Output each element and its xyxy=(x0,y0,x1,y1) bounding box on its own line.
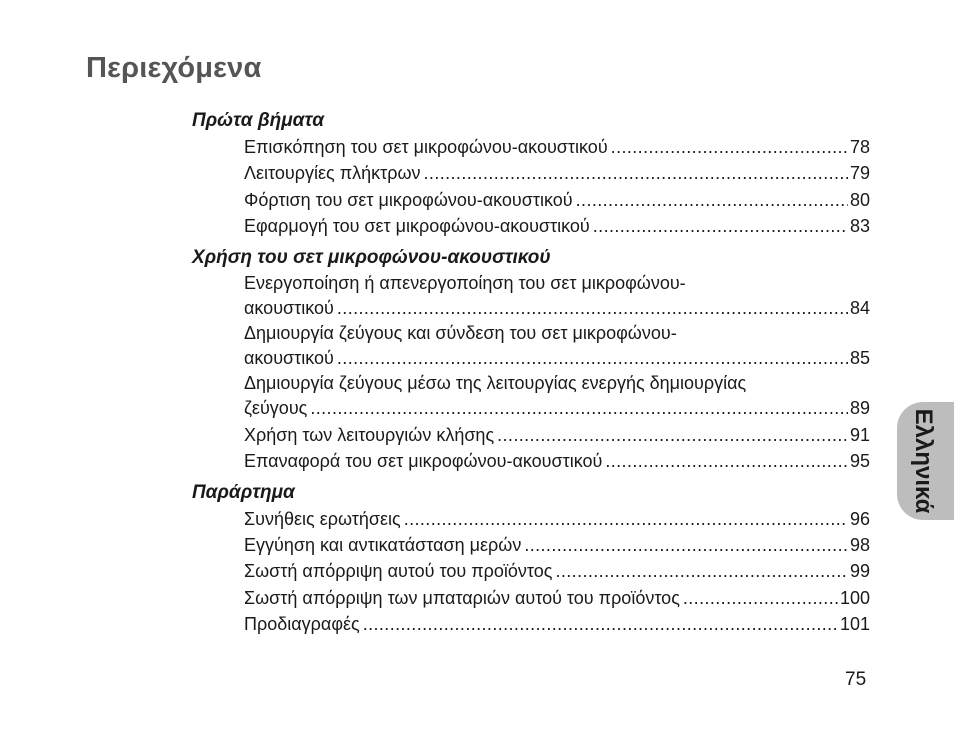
toc-entry-title: ακουστικού xyxy=(244,347,334,368)
toc-entry-page: 79 xyxy=(849,163,870,184)
toc-entry-title: Σωστή απόρριψη αυτού του προϊόντος xyxy=(244,561,553,582)
toc-entry-line xyxy=(244,448,870,474)
toc-entry-page: 99 xyxy=(849,561,870,582)
toc-entry-line xyxy=(244,611,870,637)
toc-entry[interactable] xyxy=(244,558,870,584)
toc-entry[interactable] xyxy=(244,532,870,558)
toc-entry[interactable] xyxy=(244,611,870,637)
toc-entry-page: 84 xyxy=(849,297,870,318)
language-tab-label: Ελληνικά xyxy=(910,408,937,514)
toc-entry[interactable] xyxy=(244,271,870,321)
toc-entry-line xyxy=(244,134,870,160)
toc-entry-line xyxy=(244,213,870,239)
page-title: Περιεχόμενα xyxy=(86,52,262,84)
language-tab xyxy=(897,402,954,520)
toc-entry-title: ζεύγους xyxy=(244,398,308,419)
toc-entry-line xyxy=(244,422,870,448)
toc-entry[interactable] xyxy=(244,422,870,448)
toc-entry-line xyxy=(244,295,870,321)
toc-entry-page: 96 xyxy=(849,508,870,529)
toc-dot-leader xyxy=(605,448,848,474)
toc-section-heading: Παράρτημα xyxy=(192,481,295,503)
toc-entry-title-line1: Δημιουργία ζεύγους μέσω της λειτουργίας ενεργής δημιουργίας xyxy=(244,373,747,394)
toc-dot-leader xyxy=(424,160,848,186)
toc-dot-leader xyxy=(611,134,848,160)
toc-entry-title: Εγγύηση και αντικατάσταση μερών xyxy=(244,534,522,555)
toc-section-heading: Πρώτα βήματα xyxy=(192,110,325,131)
toc-dot-leader xyxy=(337,345,848,371)
toc-entry-line xyxy=(244,187,870,213)
toc-entry[interactable] xyxy=(244,585,870,611)
toc-entry-title-line1: Ενεργοποίηση ή απενεργοποίηση του σετ μικροφώνου- xyxy=(244,272,686,293)
toc-entry[interactable] xyxy=(244,213,870,239)
toc-section xyxy=(192,480,870,638)
toc-entry[interactable] xyxy=(244,134,870,160)
toc-entry[interactable] xyxy=(244,187,870,213)
toc-section xyxy=(192,245,870,475)
toc-dot-leader xyxy=(593,213,848,239)
toc-entry-title: Σωστή απόρριψη των μπαταριών αυτού του προϊόντος xyxy=(244,587,680,608)
toc-entry-title: Χρήση των λειτουργιών κλήσης xyxy=(244,424,495,445)
toc-entry[interactable] xyxy=(244,321,870,371)
toc-entry-page: 80 xyxy=(849,189,870,210)
toc-entry-page: 95 xyxy=(849,451,870,472)
toc-entry-title: Επαναφορά του σετ μικροφώνου-ακουστικού xyxy=(244,451,603,472)
toc-entry-line xyxy=(244,160,870,186)
toc-dot-leader xyxy=(683,585,838,611)
toc-entry[interactable] xyxy=(244,448,870,474)
toc-entry-line xyxy=(244,506,870,532)
toc-dot-leader xyxy=(404,506,848,532)
toc-entry-page: 83 xyxy=(849,216,870,237)
toc-entry-title: Συνήθεις ερωτήσεις xyxy=(244,508,401,529)
toc-entry-line xyxy=(244,532,870,558)
toc-section-heading: Χρήση του σετ μικροφώνου-ακουστικού xyxy=(192,246,551,268)
toc-entry-page: 101 xyxy=(839,614,870,635)
toc-dot-leader xyxy=(555,558,848,584)
toc-entry-title: Προδιαγραφές xyxy=(244,614,360,635)
toc-entry[interactable] xyxy=(244,160,870,186)
toc-entry-title: Λειτουργίες πλήκτρων xyxy=(244,163,421,184)
toc-dot-leader xyxy=(337,295,848,321)
toc-entry-line xyxy=(244,345,870,371)
toc-entry-line xyxy=(244,558,870,584)
toc-entry-page: 89 xyxy=(849,398,870,419)
toc-dot-leader xyxy=(576,187,848,213)
toc-entry-page: 85 xyxy=(849,347,870,368)
toc-dot-leader xyxy=(497,422,848,448)
toc-entry-title: Φόρτιση του σετ μικροφώνου-ακουστικού xyxy=(244,189,573,210)
toc-entry-line xyxy=(244,585,870,611)
toc-dot-leader xyxy=(310,395,848,421)
toc-dot-leader xyxy=(363,611,838,637)
toc-entry-page: 100 xyxy=(839,587,870,608)
toc-section xyxy=(192,108,870,240)
toc-entry-page: 98 xyxy=(849,534,870,555)
toc-entry-line xyxy=(244,395,870,421)
toc-entry-title-line1: Δημιουργία ζεύγους και σύνδεση του σετ μικροφώνου- xyxy=(244,322,677,343)
toc-entry-title: Εφαρμογή του σετ μικροφώνου-ακουστικού xyxy=(244,216,590,237)
toc-entry-page: 78 xyxy=(849,137,870,157)
page-number: 75 xyxy=(845,669,867,690)
table-of-contents xyxy=(192,108,870,642)
toc-entry[interactable] xyxy=(244,371,870,421)
toc-entry[interactable] xyxy=(244,506,870,532)
toc-entry-title: Επισκόπηση του σετ μικροφώνου-ακουστικού xyxy=(244,137,608,157)
toc-entry-page: 91 xyxy=(849,424,870,445)
toc-dot-leader xyxy=(524,532,848,558)
toc-entry-title: ακουστικού xyxy=(244,297,334,318)
